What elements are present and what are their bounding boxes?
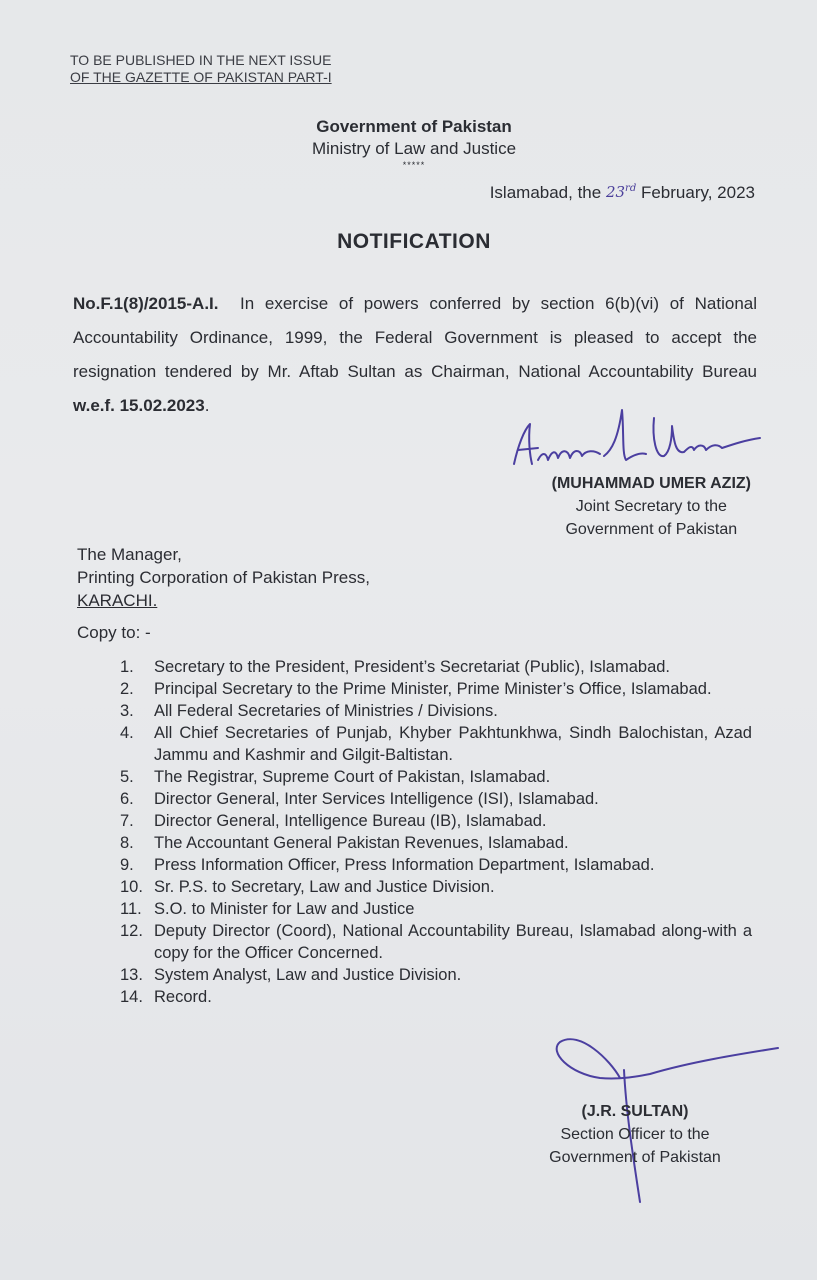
gazette-line-2: OF THE GAZETTE OF PAKISTAN PART-I <box>70 69 332 85</box>
gazette-line-1: TO BE PUBLISHED IN THE NEXT ISSUE <box>70 52 332 68</box>
ministry-name: Ministry of Law and Justice <box>311 139 517 158</box>
copy-to-item <box>112 854 752 876</box>
reference-number: No.F.1(8)/2015-A.I. <box>73 294 219 313</box>
copy-to-item-text: Director General, Inter Services Intelligence (ISI), Islamabad. <box>154 790 599 808</box>
copy-to-item-number: 9. <box>120 856 134 874</box>
copy-to-item <box>112 876 752 898</box>
copy-to-item-number: 7. <box>120 812 134 830</box>
letterhead <box>0 116 817 170</box>
date-suffix: rd <box>625 183 637 194</box>
copy-to-item-text: S.O. to Minister for Law and Justice <box>154 900 415 918</box>
signatory-2-block <box>520 1100 750 1169</box>
copy-to-item <box>112 678 752 700</box>
copy-to-item-text: Principal Secretary to the Prime Minister, Prime Minister’s Office, Islamabad. <box>154 680 712 698</box>
body-period: . <box>204 396 210 415</box>
copy-to-item <box>112 832 752 854</box>
copy-to-item-number: 8. <box>120 834 134 852</box>
copy-to-item <box>112 700 752 722</box>
copy-to-item <box>112 766 752 788</box>
copy-to-label: Copy to: - <box>77 623 151 642</box>
copy-to-item-text: The Accountant General Pakistan Revenues, Islamabad. <box>154 834 569 852</box>
copy-to-item-number: 1. <box>120 658 134 676</box>
addressee-city: KARACHI. <box>77 591 158 610</box>
copy-to-item-number: 11. <box>120 900 142 918</box>
copy-to-item-text: All Federal Secretaries of Ministries / Divisions. <box>154 702 498 720</box>
copy-to-item-number: 4. <box>120 724 134 742</box>
copy-to-item-text: Sr. P.S. to Secretary, Law and Justice Division. <box>154 878 495 896</box>
signatory-1-designation: Joint Secretary to the <box>575 498 727 515</box>
government-name: Government of Pakistan <box>316 117 512 136</box>
stars-divider: ***** <box>402 160 426 170</box>
dateline <box>490 183 755 203</box>
notification-title: NOTIFICATION <box>337 230 491 253</box>
copy-to-item-text: Record. <box>154 988 212 1006</box>
addressee-block <box>77 543 370 612</box>
copy-to-item-text: All Chief Secretaries of Punjab, Khyber Pakhtunkhwa, Sindh Balochistan, Azad Jammu and Kashmir and Gilgit-Baltistan. <box>154 724 752 764</box>
copy-to-item-text: Secretary to the President, President’s Secretariat (Public), Islamabad. <box>154 658 671 676</box>
copy-to-item-number: 3. <box>120 702 134 720</box>
copy-to-item-number: 10. <box>120 878 143 896</box>
signatory-2-organisation: Government of Pakistan <box>549 1149 721 1166</box>
copy-to-item-number: 13. <box>120 966 143 984</box>
copy-to-item <box>112 964 752 986</box>
addressee-line-1: The Manager, <box>77 545 182 564</box>
copy-to-item-number: 2. <box>120 680 134 698</box>
copy-to-item <box>112 722 752 766</box>
signature-1 <box>508 398 768 478</box>
copy-to-item-text: System Analyst, Law and Justice Division. <box>154 966 462 984</box>
copy-to-item-text: Press Information Officer, Press Information Department, Islamabad. <box>154 856 655 874</box>
date-prefix: Islamabad, the <box>489 183 602 202</box>
body-text: In exercise of powers conferred by section 6(b)(vi) of National Accountability Ordinance, 1999, the Federal Government is pleased to accept the resignation tendered by Mr. Aftab Sultan as Chairman, National Accountability Bureau <box>73 294 758 381</box>
copy-to-item-number: 6. <box>120 790 134 808</box>
date-month-year: February, 2023 <box>640 183 755 202</box>
copy-to-item <box>112 898 752 920</box>
copy-to-item-text: Deputy Director (Coord), National Accountability Bureau, Islamabad along-with a copy for the Officer Concerned. <box>154 922 752 962</box>
signatory-1-block <box>552 472 751 541</box>
date-day: 23 <box>605 183 626 201</box>
copy-to-item <box>112 656 752 678</box>
copy-to-item-number: 5. <box>120 768 134 786</box>
gazette-publication-note <box>70 52 332 86</box>
signatory-1-organisation: Government of Pakistan <box>565 521 738 538</box>
signatory-1-name: (MUHAMMAD UMER AZIZ) <box>551 475 751 492</box>
copy-to-item-text: The Registrar, Supreme Court of Pakistan, Islamabad. <box>154 768 551 786</box>
effective-date: w.e.f. 15.02.2023 <box>73 396 205 415</box>
copy-to-item <box>112 788 752 810</box>
handwritten-date <box>606 183 636 201</box>
copy-to-item-text: Director General, Intelligence Bureau (IB), Islamabad. <box>154 812 547 830</box>
copy-to-list <box>112 656 752 1008</box>
copy-to-item-number: 12. <box>120 922 143 940</box>
copy-to-item <box>112 986 752 1008</box>
copy-to-item <box>112 920 752 964</box>
signatory-2-designation: Section Officer to the <box>560 1126 710 1143</box>
addressee-line-2: Printing Corporation of Pakistan Press, <box>77 568 370 587</box>
signatory-2-name: (J.R. SULTAN) <box>581 1103 689 1120</box>
copy-to-item-number: 14. <box>120 988 143 1006</box>
copy-to-item <box>112 810 752 832</box>
